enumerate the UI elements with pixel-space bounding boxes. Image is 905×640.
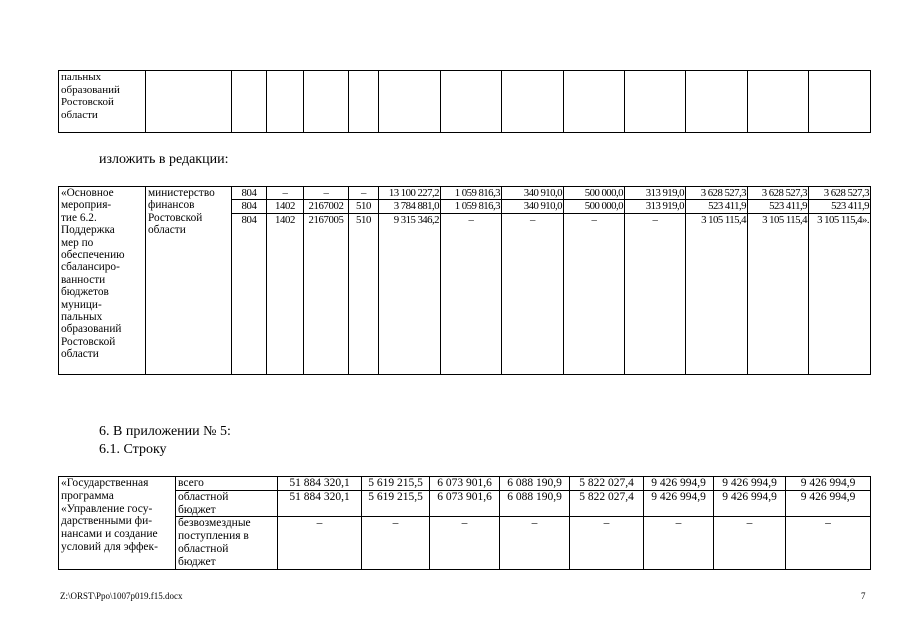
value-cell: 5 619 215,5: [362, 477, 430, 491]
text-line: министерство: [148, 187, 215, 199]
grbs-cell: 804: [232, 200, 267, 213]
text-line: бюджет: [178, 503, 216, 516]
value-cell: 3 105 115,4: [686, 213, 748, 374]
text-line: области: [61, 348, 99, 361]
text-line: области: [61, 108, 98, 121]
text-line: нансами и создание: [61, 528, 158, 541]
value-cell: –: [441, 213, 502, 374]
value-cell: 523 411,9: [809, 200, 871, 213]
value-cell: –: [570, 517, 644, 569]
text-line: образований: [61, 323, 122, 336]
value-cell: 6 088 190,9: [500, 477, 570, 491]
value-cell: –: [644, 517, 714, 569]
source-cell: [176, 490, 278, 517]
text-line: Поддержка: [61, 224, 115, 237]
value-cell: 9 315 346,2: [379, 213, 441, 374]
table-row: [59, 477, 871, 491]
grbs-cell: 804: [232, 213, 267, 374]
vr-cell: 510: [349, 200, 379, 213]
footer-file-path: Z:\ORST\Ppo\1007p019.f15.docx: [60, 591, 183, 601]
measure-name-cell: [59, 187, 146, 375]
text-line: Ростовской: [61, 96, 114, 108]
table-cell: [146, 71, 232, 133]
text-line: пальных: [61, 311, 103, 324]
footer-page-number: 7: [861, 591, 866, 601]
text-line: ванности: [61, 273, 106, 286]
table-cell: [686, 71, 748, 133]
text-line: образований: [61, 83, 120, 96]
value-cell: 5 822 027,4: [570, 490, 644, 517]
value-cell: 9 426 994,9: [714, 490, 786, 517]
value-cell: 9 426 994,9: [786, 490, 871, 517]
value-cell: 9 426 994,9: [644, 490, 714, 517]
table-row: [59, 517, 871, 569]
rzpr-cell: 1402: [267, 200, 304, 213]
text-line: «Управление госу-: [61, 502, 153, 515]
text-line: области: [148, 224, 186, 237]
rzpr-cell: –: [267, 187, 304, 200]
source-cell: [176, 477, 278, 491]
text-line: бюджетов: [61, 286, 109, 299]
grbs-cell: 804: [232, 187, 267, 200]
table-cell: [349, 71, 379, 133]
value-cell: 1 059 816,3: [441, 200, 502, 213]
value-cell: 6 073 901,6: [430, 490, 500, 517]
text-line: условий для эффек-: [61, 540, 158, 553]
value-cell: 6 073 901,6: [430, 477, 500, 491]
vr-cell: –: [349, 187, 379, 200]
text-line: всего: [178, 477, 204, 489]
table-cell: [625, 71, 686, 133]
value-cell: –: [625, 213, 686, 374]
value-cell: –: [714, 517, 786, 569]
text-line: программа: [61, 489, 114, 502]
source-cell: [176, 517, 278, 569]
text-line: мер по: [61, 236, 94, 249]
value-cell: 9 426 994,9: [714, 477, 786, 491]
value-cell: 6 088 190,9: [500, 490, 570, 517]
text-line: «Государственная: [61, 477, 149, 489]
value-cell: 313 919,0: [625, 187, 686, 200]
text-line: Ростовской: [61, 335, 116, 348]
text-line: сбалансиро-: [61, 261, 120, 274]
value-cell: 523 411,9: [686, 200, 748, 213]
value-cell: –: [502, 213, 564, 374]
value-cell: 9 426 994,9: [786, 477, 871, 491]
value-cell: 3 105 115,4».: [809, 213, 871, 374]
table-row: [59, 187, 871, 200]
value-cell: –: [500, 517, 570, 569]
table-cell-name: [59, 71, 146, 133]
csr-cell: 2167002: [304, 200, 349, 213]
text-line: бюджет: [178, 555, 216, 568]
text-line: мероприя-: [61, 199, 112, 212]
value-cell: 5 619 215,5: [362, 490, 430, 517]
value-cell: 3 628 527,3: [748, 187, 809, 200]
table-cell: [379, 71, 441, 133]
text-line: муници-: [61, 298, 102, 311]
vr-cell: 510: [349, 213, 379, 374]
value-cell: 3 628 527,3: [686, 187, 748, 200]
rzpr-cell: 1402: [267, 213, 304, 374]
program-name-cell: [59, 477, 176, 570]
value-cell: 5 822 027,4: [570, 477, 644, 491]
text-line: Ростовской: [148, 211, 203, 224]
value-cell: 3 628 527,3: [809, 187, 871, 200]
continuation-table: [58, 70, 871, 133]
value-cell: 3 105 115,4: [748, 213, 809, 374]
table-row: [59, 490, 871, 517]
program-table: [58, 476, 871, 570]
value-cell: 1 059 816,3: [441, 187, 502, 200]
value-cell: 523 411,9: [748, 200, 809, 213]
value-cell: –: [362, 517, 430, 569]
value-cell: 500 000,0: [564, 200, 625, 213]
value-cell: 500 000,0: [564, 187, 625, 200]
value-cell: 3 784 881,0: [379, 200, 441, 213]
value-cell: 340 910,0: [502, 200, 564, 213]
value-cell: 313 919,0: [625, 200, 686, 213]
value-cell: 9 426 994,9: [644, 477, 714, 491]
text-line: финансов: [148, 199, 195, 212]
table-cell: [267, 71, 304, 133]
section-heading: 6. В приложении № 5:: [99, 424, 231, 439]
table-cell: [564, 71, 625, 133]
value-cell: 51 884 320,1: [278, 477, 362, 491]
text-line: областной: [178, 490, 229, 503]
text-line: поступления в: [178, 530, 249, 543]
csr-cell: –: [304, 187, 349, 200]
text-line: областной: [178, 542, 229, 555]
text-line: тие 6.2.: [61, 211, 97, 224]
csr-cell: 2167005: [304, 213, 349, 374]
table-cell: [304, 71, 349, 133]
edited-table: [58, 186, 871, 375]
value-cell: –: [278, 517, 362, 569]
value-cell: 340 910,0: [502, 187, 564, 200]
value-cell: –: [564, 213, 625, 374]
value-cell: 51 884 320,1: [278, 490, 362, 517]
value-cell: –: [430, 517, 500, 569]
edit-heading: изложить в редакции:: [99, 152, 229, 167]
text-line: пальных: [61, 71, 102, 83]
executor-cell: [146, 187, 232, 375]
text-line: обеспечению: [61, 249, 125, 262]
value-cell: 13 100 227,2: [379, 187, 441, 200]
text-line: дарственными фи-: [61, 515, 153, 528]
table-cell: [441, 71, 502, 133]
table-cell: [232, 71, 267, 133]
table-cell: [748, 71, 809, 133]
text-line: безвозмездные: [178, 517, 251, 530]
table-cell: [809, 71, 871, 133]
table-cell: [502, 71, 564, 133]
text-line: «Основное: [61, 187, 114, 199]
value-cell: –: [786, 517, 871, 569]
subsection-heading: 6.1. Строку: [99, 442, 167, 457]
